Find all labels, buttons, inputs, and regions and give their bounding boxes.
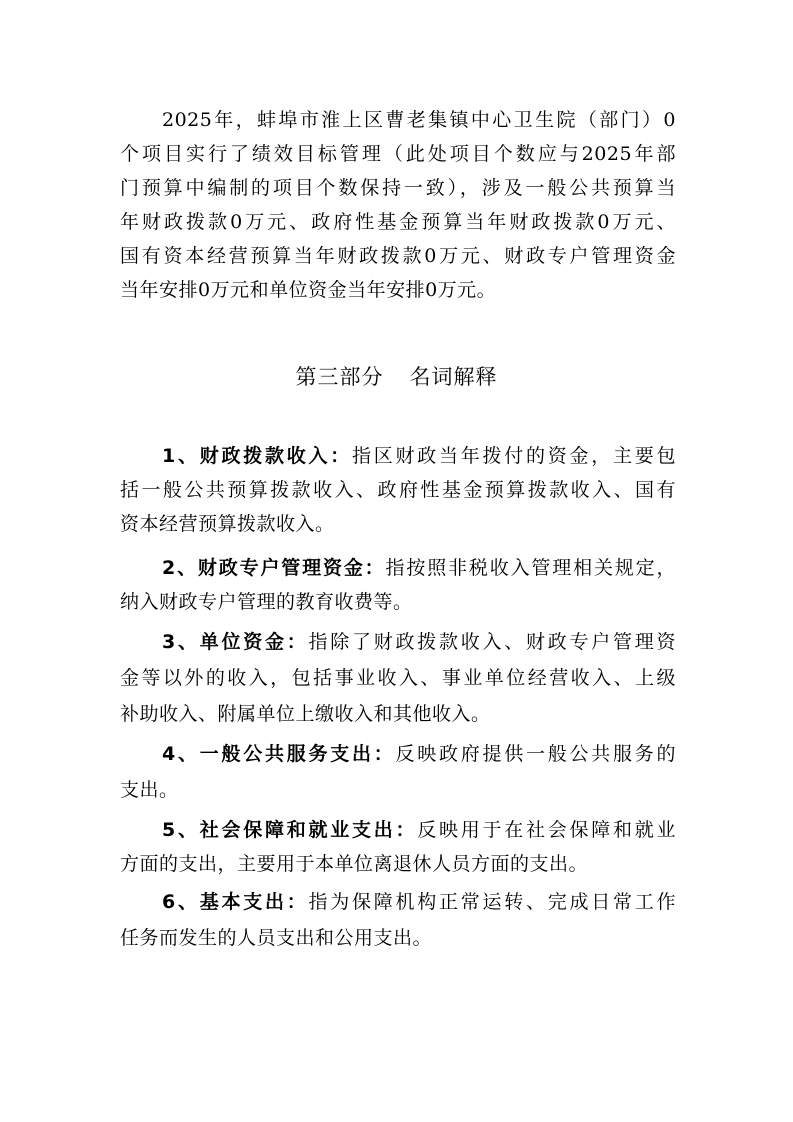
intro-line: 国有资本经营预算当年财政拨款0万元、财政专户管理资金 bbox=[120, 245, 676, 267]
definition-term: 6、基本支出： bbox=[162, 891, 309, 913]
definition-text: 任务而发生的人员支出和公用支出。 bbox=[120, 927, 433, 949]
intro-line: 2025年，蚌埠市淮上区曹老集镇中心卫生院（部门）0 bbox=[162, 109, 676, 131]
definition-text: 指按照非税收入管理相关规定， bbox=[385, 557, 676, 579]
definition-text: 金等以外的收入，包括事业收入、事业单位经营收入、上级 bbox=[120, 667, 676, 689]
definition-text: 纳入财政专户管理的教育收费等。 bbox=[120, 591, 413, 613]
section-part-label: 第三部分 bbox=[295, 365, 384, 389]
definition-term: 2、财政专户管理资金： bbox=[162, 557, 386, 579]
intro-line: 年财政拨款0万元、政府性基金预算当年财政拨款0万元、 bbox=[120, 211, 676, 233]
definition-item bbox=[162, 444, 676, 468]
definition-text: 反映政府提供一般公共服务的 bbox=[395, 743, 676, 765]
definition-text: 括一般公共预算拨款收入、政府性基金预算拨款收入、国有 bbox=[120, 479, 676, 501]
definition-item bbox=[162, 556, 676, 580]
definition-term: 3、单位资金： bbox=[162, 631, 309, 653]
intro-line: 门预算中编制的项目个数保持一致），涉及一般公共预算当 bbox=[120, 177, 676, 199]
definition-term: 4、一般公共服务支出： bbox=[162, 743, 396, 765]
definition-item bbox=[162, 818, 676, 842]
definition-text: 资本经营预算拨款收入。 bbox=[120, 513, 335, 535]
definition-text: 指为保障机构正常运转、完成日常工作 bbox=[308, 891, 676, 913]
definition-text: 支出。 bbox=[120, 779, 179, 801]
definition-term: 1、财政拨款收入： bbox=[162, 445, 352, 467]
section-title: 名词解释 bbox=[409, 365, 498, 389]
definition-text: 指除了财政拨款收入、财政专户管理资 bbox=[308, 631, 676, 653]
definition-text: 方面的支出，主要用于本单位离退休人员方面的支出。 bbox=[120, 853, 589, 875]
intro-line: 当年安排0万元和单位资金当年安排0万元。 bbox=[120, 279, 497, 301]
definition-text: 补助收入、附属单位上缴收入和其他收入。 bbox=[120, 703, 491, 725]
definition-text: 指区财政当年拨付的资金，主要包 bbox=[351, 445, 676, 467]
section-heading bbox=[0, 362, 793, 392]
definition-term: 5、社会保障和就业支出： bbox=[162, 819, 418, 841]
definition-item bbox=[162, 742, 676, 766]
definition-item bbox=[162, 890, 676, 914]
intro-line: 个项目实行了绩效目标管理（此处项目个数应与2025年部 bbox=[120, 143, 676, 165]
definition-item bbox=[162, 630, 676, 654]
definition-text: 反映用于在社会保障和就业 bbox=[417, 819, 676, 841]
